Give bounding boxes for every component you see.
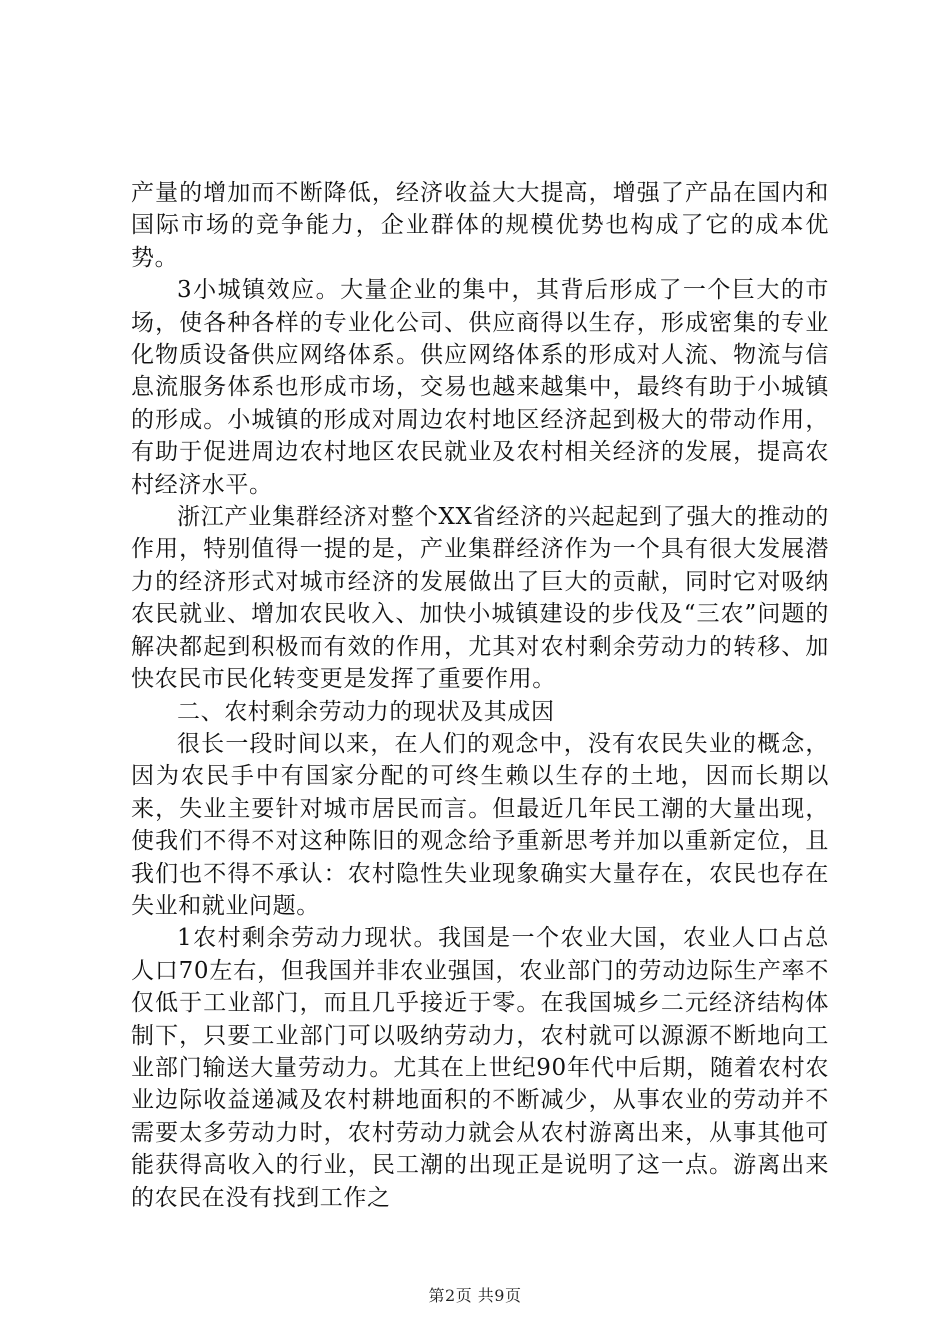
section-heading: 二、农村剩余劳动力的现状及其成因 (177, 698, 555, 725)
paragraph-surplus-labor-status: 1农村剩余劳动力现状。我国是一个农业大国，农业人口占总人口70左右，但我国并非农业强国，农业部门的劳动边际生产率不仅低于工业部门，而且几乎接近于零。在我国城乡二元经济结构体制下，只要工业部门可以吸纳劳动力，农村就可以源源不断地向工业部门输送大量劳动力。尤其在上世纪90年代中后期，随着农村农业边际收益递减及农村耕地面积的不断减少，从事农业的劳动并不需要太多劳动力时，农村劳动力就会从农村游离出来，从事其他可能获得高收入的行业，民工潮的出现正是说明了这一点。游离出来的农民在没有找到工作之 (131, 925, 829, 1211)
paragraph-continued: 产量的增加而不断降低，经济收益大大提高，增强了产品在国内和国际市场的竞争能力，企业群体的规模优势也构成了它的成本优势。 (131, 180, 829, 271)
paragraph-small-town-effect: 3小城镇效应。大量企业的集中，其背后形成了一个巨大的市场，使各种各样的专业化公司、供应商得以生存，形成密集的专业化物质设备供应网络体系。供应网络体系的形成对人流、物流与信息流服务体系也形成市场，交易也越来越集中，最终有助于小城镇的形成。小城镇的形成对周边农村地区经济起到极大的带动作用，有助于促进周边农村地区农民就业及农村相关经济的发展，提高农村经济水平。 (131, 277, 829, 498)
document-body (131, 177, 829, 1214)
paragraph-zhejiang-cluster: 浙江产业集群经济对整个XX省经济的兴起起到了强大的推动的作用，特别值得一提的是，产业集群经济作为一个具有很大发展潜力的经济形式对城市经济的发展做出了巨大的贡献，同时它对吸纳农民就业、增加农民收入、加快小城镇建设的步伐及“三农”问题的解决都起到积极而有效的作用，尤其对农村剩余劳动力的转移、加快农民市民化转变更是发挥了重要作用。 (131, 504, 829, 693)
page-number-footer: 第2页 共9页 (428, 1286, 522, 1305)
paragraph-unemployment-concept: 很长一段时间以来，在人们的观念中，没有农民失业的概念，因为农民手中有国家分配的可终生赖以生存的土地，因而长期以来，失业主要针对城市居民而言。但最近几年民工潮的大量出现，使我们不得不对这种陈旧的观念给予重新思考并加以重新定位，且我们也不得不承认：农村隐性失业现象确实大量存在，农民也存在失业和就业问题。 (131, 730, 829, 919)
